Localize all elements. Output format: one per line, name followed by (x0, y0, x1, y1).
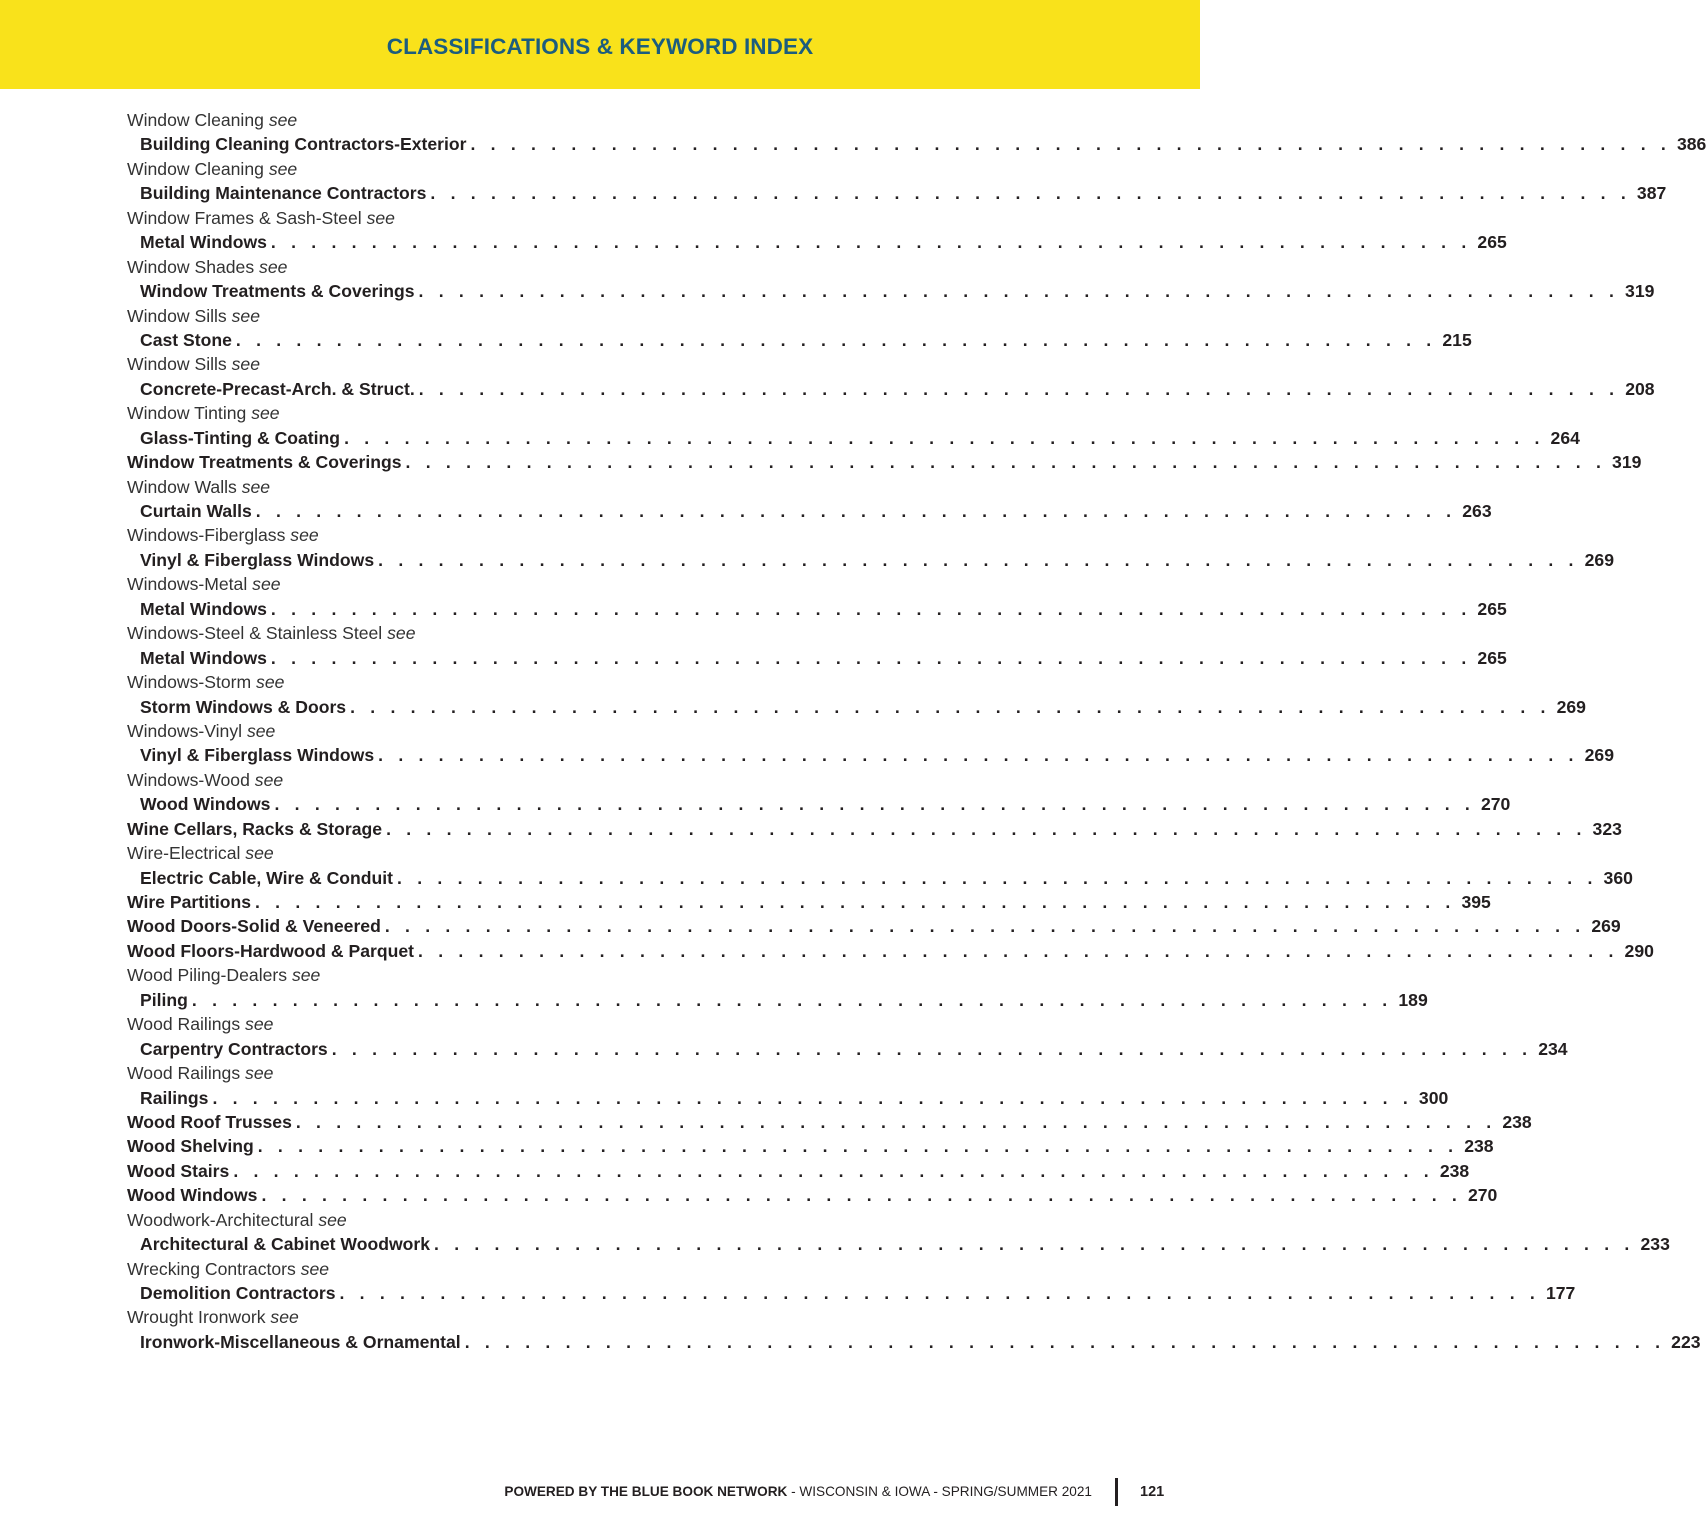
page-reference: 238 (1464, 1136, 1494, 1157)
see-target-entry (127, 548, 1614, 572)
page-reference: 177 (1545, 1283, 1576, 1303)
see-target-entry (127, 1086, 1449, 1110)
page-reference: 323 (1592, 818, 1622, 839)
keyword-term: Window Cleaning (127, 158, 264, 179)
keyword-index-list (127, 108, 1706, 1354)
see-label: see (245, 1014, 274, 1035)
see-target-entry (127, 1037, 1568, 1061)
page-reference: 360 (1603, 867, 1633, 888)
see-reference-row (127, 401, 579, 425)
see-target-entry (127, 597, 1507, 621)
page-reference: 395 (1461, 892, 1491, 912)
keyword-term: Wood Railings (127, 1063, 241, 1084)
see-reference-row (127, 1257, 579, 1281)
see-target-entry (127, 499, 1492, 523)
see-target-entry (127, 1281, 1576, 1305)
target-classification: Storm Windows & Doors (140, 696, 347, 717)
see-label: see (259, 256, 288, 277)
dot-leader: . . . . . . . . . . . . . . . . . . . . . . . . . . . . . . . . . . . . . . . . . . . . . . . . . . . . . . . . . . . . (418, 378, 1620, 399)
footer-divider (1115, 1478, 1118, 1506)
heading-entry (127, 939, 1654, 963)
dot-leader: . . . . . . . . . . . . . . . . . . . . . . . . . . . . . . . . . . . . . . . . . . . . . . . . . . . . . . . . . . . . (464, 1331, 1666, 1352)
heading-entry (127, 1110, 1532, 1134)
heading-entry (127, 1159, 1470, 1183)
classification-heading: Wood Stairs (127, 1160, 230, 1181)
dot-leader: . . . . . . . . . . . . . . . . . . . . . . . . . . . . . . . . . . . . . . . . . . . . . . . . . . . . . . . . . . . . (350, 696, 1551, 717)
see-reference-row (127, 768, 579, 792)
target-classification: Building Cleaning Contractors-Exterior (140, 134, 467, 155)
see-reference-row (127, 157, 579, 181)
target-classification: Concrete-Precast-Arch. & Struct. (140, 378, 415, 399)
heading-entry (127, 1134, 1494, 1158)
see-label: see (268, 110, 298, 130)
see-target-entry (127, 1232, 1670, 1256)
dot-leader: . . . . . . . . . . . . . . . . . . . . . . . . . . . . . . . . . . . . . . . . . . . . . . . . . . . . . . . . . . . . (270, 647, 1472, 668)
dot-leader: . . . . . . . . . . . . . . . . . . . . . . . . . . . . . . . . . . . . . . . . . . . . . . . . . . . . . . . . . . . . (384, 916, 1586, 937)
dot-leader: . . . . . . . . . . . . . . . . . . . . . . . . . . . . . . . . . . . . . . . . . . . . . . . . . . . . . . . . . . . . (295, 1111, 1497, 1132)
dot-leader: . . . . . . . . . . . . . . . . . . . . . . . . . . . . . . . . . . . . . . . . . . . . . . . . . . . . . . . . . . . . (418, 940, 1619, 961)
dot-leader: . . . . . . . . . . . . . . . . . . . . . . . . . . . . . . . . . . . . . . . . . . . . . . . . . . . . . . . . . . . . (212, 1087, 1413, 1108)
classification-heading: Wood Doors-Solid & Veneered (127, 916, 381, 937)
see-label: see (251, 403, 280, 424)
see-reference-row (127, 572, 579, 596)
dot-leader: . . . . . . . . . . . . . . . . . . . . . . . . . . . . . . . . . . . . . . . . . . . . . . . . . . . . . . . . . . . . (270, 232, 1472, 253)
see-label: see (318, 1209, 347, 1230)
keyword-term: Windows-Steel & Stainless Steel (127, 623, 383, 644)
dot-leader: . . . . . . . . . . . . . . . . . . . . . . . . . . . . . . . . . . . . . . . . . . . . . . . . . . . . . . . . . . . . (434, 1234, 1635, 1255)
see-label: see (387, 623, 416, 644)
classification-heading: Wood Windows (127, 1185, 258, 1206)
see-reference-row (127, 1208, 579, 1232)
heading-entry (127, 914, 1621, 938)
page-reference: 238 (1439, 1160, 1470, 1181)
target-classification: Electric Cable, Wire & Conduit (140, 867, 394, 888)
see-reference-row (127, 352, 579, 376)
page-number: 121 (1140, 1484, 1165, 1500)
target-classification: Wood Windows (140, 794, 271, 815)
page-reference: 189 (1398, 989, 1428, 1010)
see-reference-row (127, 621, 579, 645)
dot-leader: . . . . . . . . . . . . . . . . . . . . . . . . . . . . . . . . . . . . . . . . . . . . . . . . . . . . . . . . . . . . (418, 281, 1620, 302)
page-reference: 234 (1538, 1038, 1568, 1059)
page-reference: 300 (1418, 1087, 1449, 1108)
dot-leader: . . . . . . . . . . . . . . . . . . . . . . . . . . . . . . . . . . . . . . . . . . . . . . . . . . . . . . . . . . . . (470, 134, 1671, 155)
target-classification: Demolition Contractors (140, 1283, 336, 1303)
keyword-term: Windows-Fiberglass (127, 525, 286, 546)
dot-leader: . . . . . . . . . . . . . . . . . . . . . . . . . . . . . . . . . . . . . . . . . . . . . . . . . . . . . . . . . . . . (274, 794, 1475, 815)
page-reference: 269 (1584, 549, 1614, 570)
dot-leader: . . . . . . . . . . . . . . . . . . . . . . . . . . . . . . . . . . . . . . . . . . . . . . . . . . . . . . . . . . . . (233, 1160, 1434, 1181)
keyword-term: Window Shades (127, 256, 255, 277)
target-classification: Railings (140, 1087, 209, 1108)
see-target-entry (127, 866, 1633, 890)
page-reference: 270 (1480, 794, 1511, 815)
target-classification: Cast Stone (140, 329, 232, 350)
see-label: see (290, 525, 319, 546)
see-label: see (270, 1307, 299, 1328)
see-reference-row (127, 841, 579, 865)
see-reference-row (127, 255, 579, 279)
page-reference: 269 (1584, 745, 1614, 766)
see-label: see (256, 672, 285, 693)
target-classification: Architectural & Cabinet Woodwork (140, 1234, 431, 1255)
see-label: see (268, 158, 298, 179)
see-reference-row (127, 1012, 579, 1036)
dot-leader: . . . . . . . . . . . . . . . . . . . . . . . . . . . . . . . . . . . . . . . . . . . . . . . . . . . . . . . . . . . . (255, 501, 1457, 521)
see-label: see (300, 1258, 330, 1279)
dot-leader: . . . . . . . . . . . . . . . . . . . . . . . . . . . . . . . . . . . . . . . . . . . . . . . . . . . . . . . . . . . . (378, 745, 1579, 766)
see-reference-row (127, 475, 579, 499)
dot-leader: . . . . . . . . . . . . . . . . . . . . . . . . . . . . . . . . . . . . . . . . . . . . . . . . . . . . . . . . . . . . (261, 1185, 1462, 1206)
target-classification: Window Treatments & Coverings (140, 281, 415, 302)
see-reference-row (127, 206, 579, 230)
target-classification: Metal Windows (140, 598, 267, 619)
target-classification: Metal Windows (140, 232, 267, 253)
heading-entry (127, 1183, 1498, 1207)
keyword-term: Wood Piling-Dealers (127, 965, 288, 986)
page-reference: 319 (1625, 281, 1655, 302)
see-reference-row (127, 719, 579, 743)
see-reference-row (127, 108, 579, 132)
page-reference: 265 (1477, 598, 1507, 619)
keyword-term: Wood Railings (127, 1014, 241, 1035)
see-reference-row (127, 304, 579, 328)
see-label: see (291, 965, 321, 986)
dot-leader: . . . . . . . . . . . . . . . . . . . . . . . . . . . . . . . . . . . . . . . . . . . . . . . . . . . . . . . . . . . . (430, 183, 1631, 204)
dot-leader: . . . . . . . . . . . . . . . . . . . . . . . . . . . . . . . . . . . . . . . . . . . . . . . . . . . . . . . . . . . . (331, 1038, 1533, 1059)
see-label: see (245, 843, 274, 864)
page-reference: 263 (1462, 501, 1492, 521)
keyword-term: Windows-Metal (127, 574, 248, 595)
page-reference: 215 (1442, 329, 1472, 350)
see-target-entry (127, 279, 1655, 303)
keyword-term: Window Sills (127, 354, 227, 375)
page-reference: 238 (1502, 1111, 1532, 1132)
see-label: see (252, 574, 281, 595)
see-reference-row (127, 523, 579, 547)
heading-entry (127, 450, 1642, 474)
target-classification: Carpentry Contractors (140, 1038, 328, 1059)
see-reference-row (127, 1305, 579, 1329)
see-reference-row (127, 963, 579, 987)
classification-heading: Wood Floors-Hardwood & Parquet (127, 940, 415, 961)
heading-entry (127, 890, 1491, 914)
keyword-term: Window Cleaning (127, 110, 264, 130)
dot-leader: . . . . . . . . . . . . . . . . . . . . . . . . . . . . . . . . . . . . . . . . . . . . . . . . . . . . . . . . . . . . (397, 867, 1598, 888)
target-classification: Ironwork-Miscellaneous & Ornamental (140, 1331, 461, 1352)
keyword-term: Windows-Wood (127, 769, 250, 790)
keyword-term: Window Sills (127, 305, 227, 326)
target-classification: Glass-Tinting & Coating (140, 427, 341, 448)
target-classification: Metal Windows (140, 647, 267, 668)
see-target-entry (127, 426, 1580, 450)
keyword-term: Window Tinting (127, 403, 247, 424)
see-target-entry (127, 181, 1667, 205)
see-target-entry (127, 230, 1507, 254)
dot-leader: . . . . . . . . . . . . . . . . . . . . . . . . . . . . . . . . . . . . . . . . . . . . . . . . . . . . . . . . . . . . (405, 452, 1607, 473)
dot-leader: . . . . . . . . . . . . . . . . . . . . . . . . . . . . . . . . . . . . . . . . . . . . . . . . . . . . . . . . . . . . (257, 1136, 1459, 1157)
keyword-term: Windows-Storm (127, 672, 252, 693)
see-target-entry (127, 377, 1655, 401)
dot-leader: . . . . . . . . . . . . . . . . . . . . . . . . . . . . . . . . . . . . . . . . . . . . . . . . . . . . . . . . . . . . (255, 892, 1456, 912)
see-target-entry (127, 988, 1428, 1012)
classification-heading: Wood Roof Trusses (127, 1111, 292, 1132)
dot-leader: . . . . . . . . . . . . . . . . . . . . . . . . . . . . . . . . . . . . . . . . . . . . . . . . . . . . . . . . . . . . (339, 1283, 1540, 1303)
keyword-term: Window Walls (127, 476, 237, 497)
see-label: see (254, 769, 284, 790)
target-classification: Vinyl & Fiberglass Windows (140, 745, 375, 766)
heading-entry (127, 817, 1622, 841)
see-reference-row (127, 1061, 579, 1085)
page-reference: 269 (1556, 696, 1586, 717)
dot-leader: . . . . . . . . . . . . . . . . . . . . . . . . . . . . . . . . . . . . . . . . . . . . . . . . . . . . . . . . . . . . (235, 329, 1437, 350)
dot-leader: . . . . . . . . . . . . . . . . . . . . . . . . . . . . . . . . . . . . . . . . . . . . . . . . . . . . . . . . . . . . (191, 989, 1393, 1010)
see-target-entry (127, 1330, 1701, 1354)
footer-publication-line (504, 1484, 1092, 1499)
see-label: see (231, 305, 260, 326)
page-reference: 269 (1591, 916, 1621, 937)
see-label: see (245, 1063, 274, 1084)
page-reference: 387 (1636, 183, 1667, 204)
target-classification: Piling (140, 989, 188, 1010)
keyword-term: Wrought Ironwork (127, 1307, 266, 1328)
footer-brand: POWERED BY THE BLUE BOOK NETWORK (504, 1484, 788, 1499)
page-reference: 265 (1477, 647, 1507, 668)
see-label: see (366, 207, 395, 228)
dot-leader: . . . . . . . . . . . . . . . . . . . . . . . . . . . . . . . . . . . . . . . . . . . . . . . . . . . . . . . . . . . . (378, 549, 1579, 570)
see-target-entry (127, 132, 1706, 156)
dot-leader: . . . . . . . . . . . . . . . . . . . . . . . . . . . . . . . . . . . . . . . . . . . . . . . . . . . . . . . . . . . . (344, 427, 1545, 448)
see-target-entry (127, 792, 1511, 816)
page-reference: 233 (1640, 1234, 1670, 1255)
page-reference: 265 (1477, 232, 1507, 253)
see-label: see (231, 354, 260, 375)
footer-edition: - WISCONSIN & IOWA - SPRING/SUMMER 2021 (787, 1484, 1092, 1499)
see-target-entry (127, 743, 1614, 767)
keyword-term: Woodwork-Architectural (127, 1209, 314, 1230)
page-reference: 208 (1625, 378, 1655, 399)
page-reference: 264 (1550, 427, 1580, 448)
dot-leader: . . . . . . . . . . . . . . . . . . . . . . . . . . . . . . . . . . . . . . . . . . . . . . . . . . . . . . . . . . . . (386, 818, 1587, 839)
see-target-entry (127, 646, 1507, 670)
target-classification: Curtain Walls (140, 501, 252, 521)
keyword-term: Wire-Electrical (127, 843, 241, 864)
classification-heading: Wood Shelving (127, 1136, 254, 1157)
page-title: CLASSIFICATIONS & KEYWORD INDEX (386, 34, 814, 59)
keyword-term: Windows-Vinyl (127, 720, 243, 741)
target-classification: Vinyl & Fiberglass Windows (140, 549, 375, 570)
see-label: see (246, 720, 276, 741)
page-reference: 290 (1624, 940, 1654, 961)
see-reference-row (127, 670, 579, 694)
page-reference: 386 (1676, 134, 1706, 155)
see-target-entry (127, 328, 1472, 352)
target-classification: Building Maintenance Contractors (140, 183, 427, 204)
classification-heading: Window Treatments & Coverings (127, 452, 402, 473)
keyword-term: Window Frames & Sash-Steel (127, 207, 362, 228)
see-target-entry (127, 695, 1586, 719)
page-reference: 223 (1671, 1331, 1701, 1352)
page-reference: 319 (1612, 452, 1642, 473)
see-label: see (241, 476, 271, 497)
page-reference: 270 (1467, 1185, 1498, 1206)
keyword-term: Wrecking Contractors (127, 1258, 296, 1279)
classification-heading: Wine Cellars, Racks & Storage (127, 818, 383, 839)
dot-leader: . . . . . . . . . . . . . . . . . . . . . . . . . . . . . . . . . . . . . . . . . . . . . . . . . . . . . . . . . . . . (270, 598, 1472, 619)
classification-heading: Wire Partitions (127, 892, 251, 912)
